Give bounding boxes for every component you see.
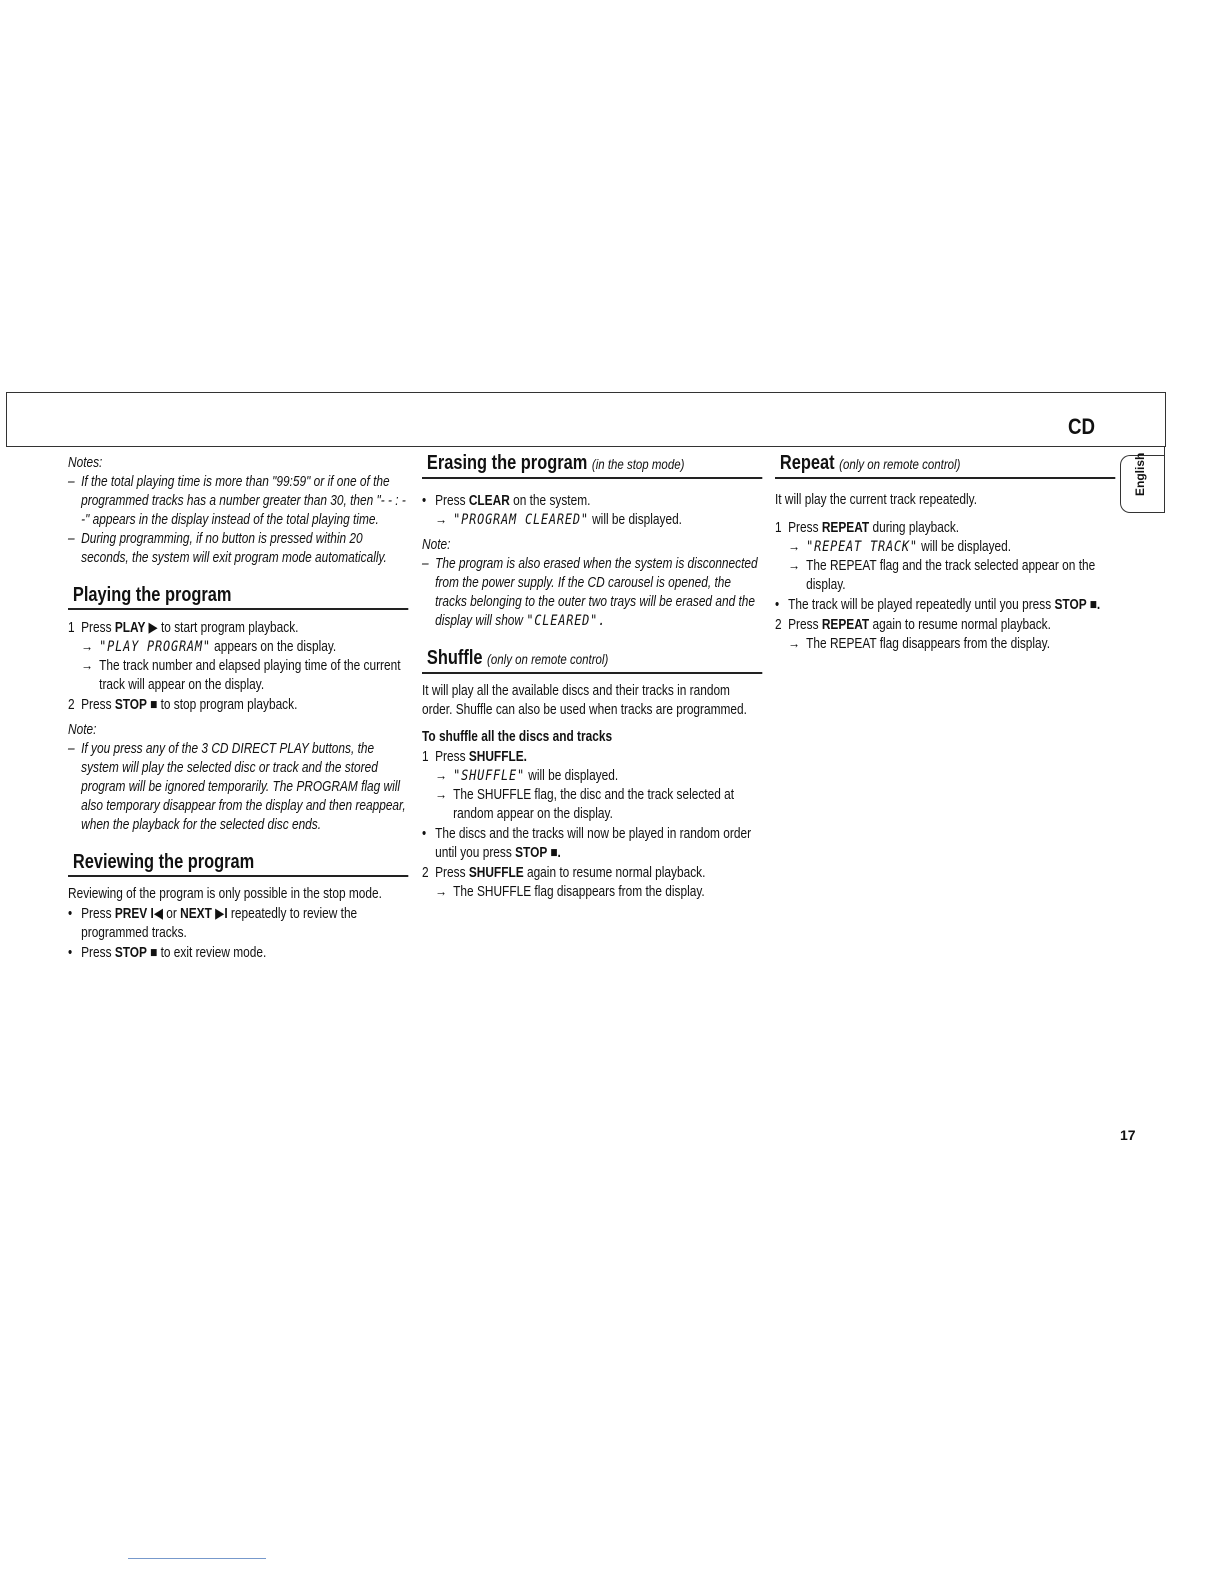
step-item: 2 Press REPEAT again to resume normal playback.	[775, 617, 1051, 633]
language-tab-label: English	[1133, 452, 1147, 496]
footer-rule	[128, 1558, 266, 1559]
note-title: Note:	[68, 722, 97, 738]
step-item: 1 Press REPEAT during playback.	[775, 520, 960, 536]
header-frame-bottom	[6, 446, 1166, 447]
note-item: – If the total playing time is more than "99:59" or if one of the programmed tracks has a number greater than 30, then "- - : - -" appears in the display instead of the total playing time.	[68, 474, 406, 528]
note-item: – If you press any of the 3 CD DIRECT PLAY buttons, the system will play the selected disc or track and the stored program will be ignored temporarily. The PROGRAM flag will also temporary disappear from the display and then reappear, when the playback for the selected disc ends.	[68, 741, 406, 833]
step-item: 1 Press PLAY ▶ to start program playback.	[68, 620, 299, 636]
note-title: Note:	[422, 537, 451, 553]
bullet-item: • The discs and the tracks will now be played in random order until you press STOP ■.	[422, 826, 752, 861]
step-item: 2 Press STOP ■ to stop program playback.	[68, 697, 298, 713]
shuffle-intro: It will play all the available discs and their tracks in random order. Shuffle can also be used when tracks are programmed.	[422, 683, 747, 718]
section-title-playing: Playing the program	[68, 586, 408, 610]
header-frame-right	[1165, 392, 1166, 447]
result-line: → The REPEAT flag and the track selected appear on the display.	[788, 558, 1096, 593]
result-line: → "PLAY PROGRAM" appears on the display.	[81, 639, 337, 655]
repeat-intro: It will play the current track repeatedly.	[775, 492, 978, 508]
column-1	[68, 454, 408, 963]
column-2	[422, 454, 762, 902]
shuffle-subhead: To shuffle all the discs and tracks	[422, 729, 613, 745]
section-title-shuffle: Shuffle (only on remote control)	[422, 649, 762, 674]
notes-title: Notes:	[68, 455, 103, 471]
section-title-repeat: Repeat (only on remote control)	[775, 454, 1115, 479]
page-number: 17	[1120, 1127, 1136, 1143]
step-item: 1 Press SHUFFLE.	[422, 749, 527, 765]
bullet-item: • Press STOP ■ to exit review mode.	[68, 945, 267, 961]
step-item: 2 Press SHUFFLE again to resume normal playback.	[422, 865, 706, 881]
reviewing-intro: Reviewing of the program is only possible in the stop mode.	[68, 886, 382, 902]
language-tab	[1120, 452, 1165, 513]
bullet-item: • Press PREV I◀ or NEXT ▶I repeatedly to review the programmed tracks.	[68, 906, 358, 941]
result-line: → The track number and elapsed playing time of the current track will appear on the display.	[81, 658, 401, 693]
section-title-reviewing: Reviewing the program	[68, 853, 408, 877]
note-item: – The program is also erased when the system is disconnected from the power supply. If the CD carousel is opened, the tracks belonging to the outer two trays will be erased and the display will show "CLEARED".	[422, 556, 758, 629]
column-3	[775, 454, 1115, 654]
header-frame-top	[6, 392, 1166, 393]
result-line: → "PROGRAM CLEARED" will be displayed.	[435, 512, 682, 528]
section-label: CD	[1068, 414, 1096, 439]
bullet-item: • Press CLEAR on the system.	[422, 493, 591, 509]
section-title-erasing: Erasing the program (in the stop mode)	[422, 454, 762, 479]
result-line: → The SHUFFLE flag, the disc and the track selected at random appear on the display.	[435, 787, 735, 822]
result-line: → "SHUFFLE" will be displayed.	[435, 768, 619, 784]
result-line: → The REPEAT flag disappears from the display.	[788, 636, 1051, 652]
result-line: → "REPEAT TRACK" will be displayed.	[788, 539, 1012, 555]
result-line: → The SHUFFLE flag disappears from the display.	[435, 884, 705, 900]
note-item: – During programming, if no button is pressed within 20 seconds, the system will exit program mode automatically.	[68, 531, 387, 566]
bullet-item: • The track will be played repeatedly until you press STOP ■.	[775, 597, 1101, 613]
header-frame-left	[6, 392, 7, 447]
